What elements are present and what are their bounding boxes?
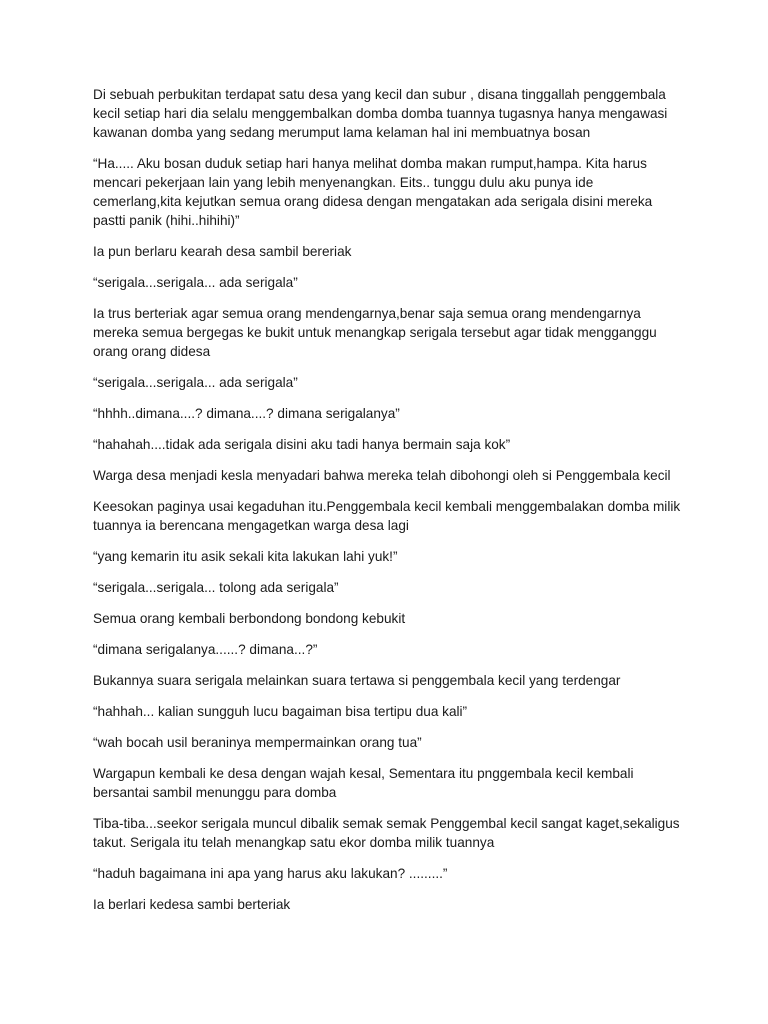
paragraph: “yang kemarin itu asik sekali kita lakukan lahi yuk!” <box>93 549 398 564</box>
paragraph: Ia pun berlaru kearah desa sambil bereriak <box>93 244 352 259</box>
paragraph: Wargapun kembali ke desa dengan wajah kesal, Sementara itu pnggembala kecil kembali bersantai sambil menunggu para domba <box>93 766 634 800</box>
paragraph: “wah bocah usil beraninya mempermainkan orang tua” <box>93 735 422 750</box>
paragraph: Keesokan paginya usai kegaduhan itu.Penggembala kecil kembali menggembalakan domba milik tuannya ia berencana mengagetkan warga desa lagi <box>93 499 681 533</box>
paragraph: “Ha..... Aku bosan duduk setiap hari hanya melihat domba makan rumput,hampa. Kita harus mencari pekerjaan lain yang lebih menyenangkan. Eits.. tunggu dulu aku punya ide cemerlang,kita kejutkan semua orang didesa dengan mengatakan ada serigala disini mereka pastti panik (hihi..hihihi)” <box>93 156 653 228</box>
paragraph: “serigala...serigala... tolong ada serigala” <box>93 580 339 595</box>
paragraph: Ia berlari kedesa sambi berteriak <box>93 897 291 912</box>
paragraph: “serigala...serigala... ada serigala” <box>93 375 298 390</box>
paragraph: “hahhah... kalian sungguh lucu bagaiman bisa tertipu dua kali” <box>93 704 468 719</box>
paragraph: Semua orang kembali berbondong bondong kebukit <box>93 611 406 626</box>
paragraph: “serigala...serigala... ada serigala” <box>93 275 298 290</box>
paragraph: “dimana serigalanya......? dimana...?” <box>93 642 318 657</box>
paragraph: Warga desa menjadi kesla menyadari bahwa mereka telah dibohongi oleh si Penggembala kecil <box>93 468 671 483</box>
paragraph: Ia trus berteriak agar semua orang mendengarnya,benar saja semua orang mendengarnya mereka semua bergegas ke bukit untuk menangkap serigala tersebut agar tidak mengganggu orang orang didesa <box>93 306 657 359</box>
paragraph: “hhhh..dimana....? dimana....? dimana serigalanya” <box>93 406 400 421</box>
paragraph: “hahahah....tidak ada serigala disini aku tadi hanya bermain saja kok” <box>93 437 511 452</box>
paragraph: Bukannya suara serigala melainkan suara tertawa si penggembala kecil yang terdengar <box>93 673 621 688</box>
paragraph: Tiba-tiba...seekor serigala muncul dibalik semak semak Penggembal kecil sangat kaget,sekaligus takut. Serigala itu telah menangkap satu ekor domba milik tuannya <box>93 816 680 850</box>
paragraph: Di sebuah perbukitan terdapat satu desa yang kecil dan subur , disana tinggallah penggembala kecil setiap hari dia selalu menggembalkan domba domba tuannya tugasnya hanya mengawasi kawanan domba yang sedang merumput lama kelaman hal ini membuatnya bosan <box>93 87 668 140</box>
story-text <box>93 85 683 926</box>
paragraph: “haduh bagaimana ini apa yang harus aku lakukan? .........” <box>93 866 448 881</box>
